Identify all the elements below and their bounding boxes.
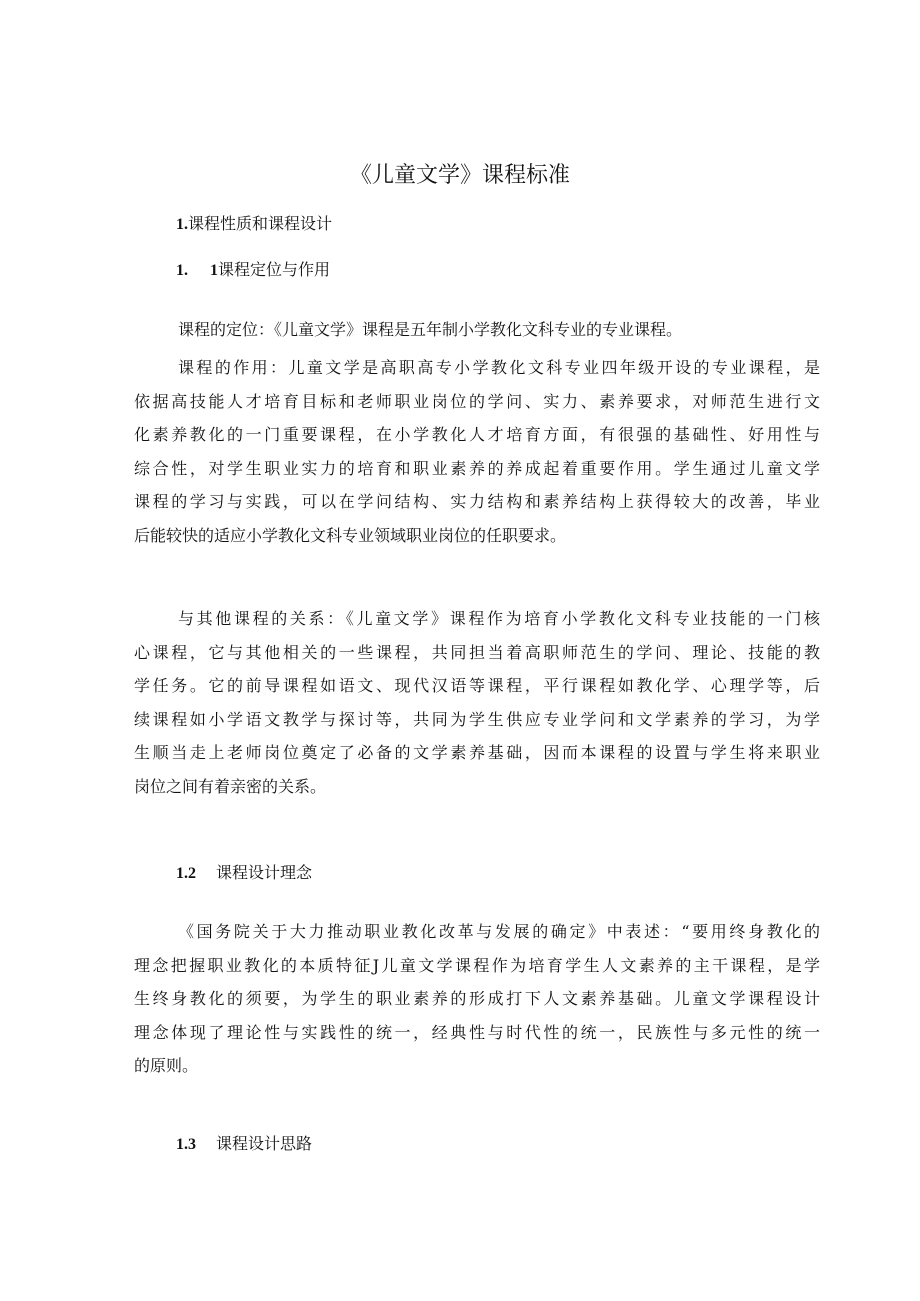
section-number-sub: 1 (210, 262, 218, 279)
paragraph-line: 依据高技能人才培育目标和老师职业岗位的学问、实力、素养要求，对师范生进行文 (134, 391, 820, 411)
paragraph-role (134, 351, 820, 552)
section-heading-1-2 (176, 860, 312, 887)
section-title: 课程性质和课程设计 (188, 214, 333, 233)
section-title: 课程设计思路 (216, 1134, 313, 1153)
paragraph-line: 生顺当走上老师岗位奠定了必备的文学素养基础，因而本课程的设置与学生将来职业 (134, 743, 820, 762)
section-number: 1. (176, 262, 188, 279)
section-number: 1. (176, 216, 188, 233)
section-number: 1.3 (176, 1136, 196, 1153)
paragraph-relations (134, 602, 820, 803)
paragraph-line: 续课程如小学语文教学与探讨等，共同为学生供应专业学问和文学素养的学习，为学 (134, 709, 820, 729)
paragraph-design-concept (134, 915, 820, 1083)
paragraph-line: 生终身教化的须要，为学生的职业素养的形成打下人文素养基础。儿童文学课程设计 (134, 989, 820, 1008)
paragraph-line: 学任务。它的前导课程如语文、现代汉语等课程，平行课程如教化学、心理学等，后 (134, 676, 820, 695)
section-title: 课程设计理念 (216, 863, 313, 882)
section-number: 1.2 (176, 865, 196, 882)
paragraph-line: 《国务院关于大力推动职业教化改革与发展的确定》中表述：“要用终身教化的 (178, 922, 820, 941)
paragraph-line: 岗位之间有着亲密的关系。 (134, 776, 327, 796)
paragraph-line: 课程的作用：儿童文学是高职高专小学教化文科专业四年级开设的专业课程，是 (178, 358, 820, 377)
paragraph-line: 心课程，它与其他相关的一些课程，共同担当着高职师范生的学问、理论、技能的教 (134, 642, 820, 662)
paragraph-line: 理念把握职业教化的本质特征J儿童文学课程作为培育学生人文素养的主干课程，是学 (134, 955, 820, 975)
section-heading-1-1 (176, 257, 330, 284)
paragraph-line: 后能较快的适应小学教化文科专业领域职业岗位的任职要求。 (134, 525, 567, 545)
paragraph-line: 理念体现了理论性与实践性的统一，经典性与时代性的统一，民族性与多元性的统一 (134, 1022, 820, 1042)
document-title: 《儿童文学》课程标准 (349, 163, 570, 188)
paragraph-line: 的原则。 (134, 1056, 199, 1075)
paragraph-positioning (134, 313, 820, 347)
paragraph-line: 课程的学习与实践，可以在学问结构、实力结构和素养结构上获得较大的改善，毕业 (134, 492, 820, 511)
paragraph-line: 课程的定位：《儿童文学》课程是五年制小学教化文科专业的专业课程。 (178, 320, 683, 339)
section-heading-1-3 (176, 1131, 312, 1158)
paragraph-line: 综合性，对学生职业实力的培育和职业素养的养成起着重要作用。学生通过儿童文学 (134, 458, 820, 478)
paragraph-line: 与其他课程的关系：《儿童文学》课程作为培育小学教化文科专业技能的一门核 (178, 609, 820, 628)
section-title: 课程定位与作用 (218, 260, 331, 279)
paragraph-line: 化素养教化的一门重要课程，在小学教化人才培育方面，有很强的基础性、好用性与 (134, 425, 820, 444)
section-heading-1 (176, 211, 332, 238)
